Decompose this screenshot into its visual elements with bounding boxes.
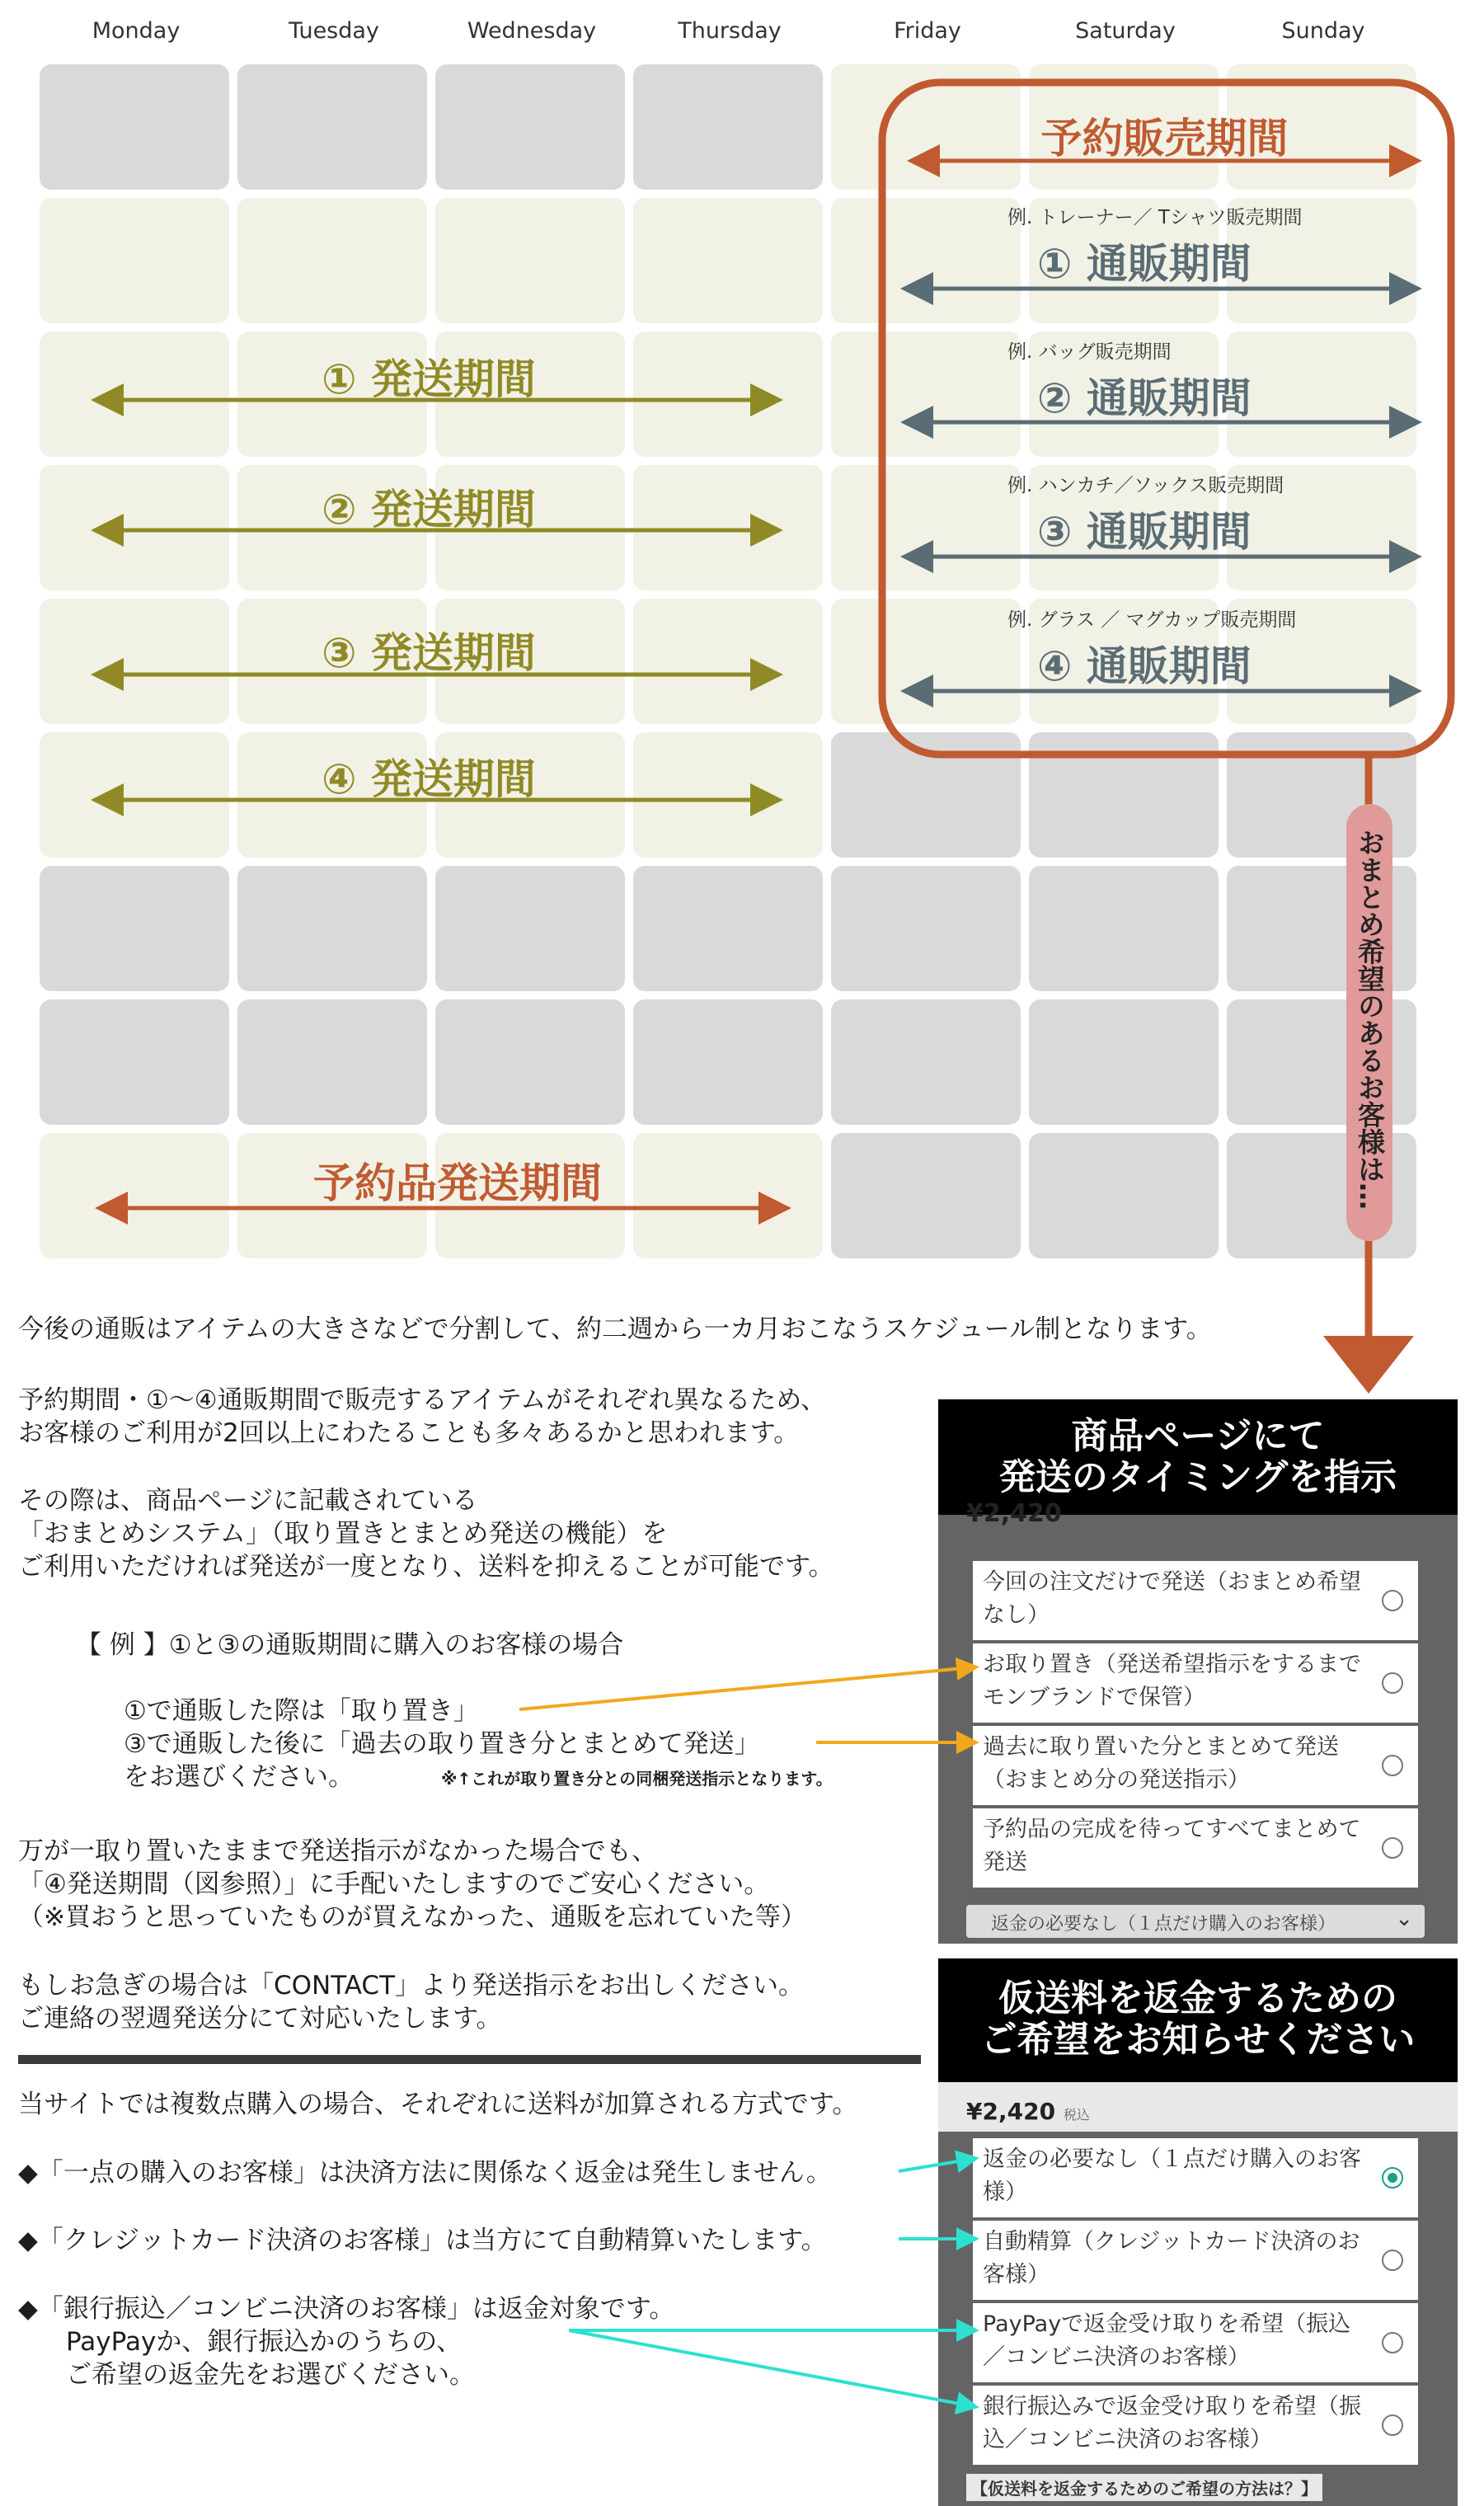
presale-shipping-label: 予約品発送期間 — [313, 1159, 602, 1207]
paragraph-items-line1: 予約期間・①～④通販期間で販売するアイテムがそれぞれ異なるため、 — [18, 1385, 826, 1415]
paragraph-system-line1: その際は、商品ページに記載されている — [18, 1486, 478, 1516]
shipping-label-3: ③ 発送期間 — [322, 629, 536, 677]
paragraph-items-line2: お客様のご利用が2回以上にわたることも多々あるかと思われます。 — [18, 1418, 800, 1448]
mail-order-example-2: 例. バッグ販売期間 — [1007, 341, 1172, 363]
panel1-title-line1: 商品ページにて — [1071, 1415, 1325, 1457]
example-line1: ①で通販した際は「取り置き」 — [124, 1696, 479, 1726]
shipping-label-1: ① 発送期間 — [322, 355, 536, 403]
panel1-select-text: 返金の必要なし（１点だけ購入のお客様） — [991, 1914, 1336, 1935]
example-heading: 【 例 】①と③の通販期間に購入のお客様の場合 — [76, 1630, 624, 1660]
mail-order-example-1: 例. トレーナー／ Tシャツ販売期間 — [1007, 207, 1303, 228]
panel2-option-1-text: 返金の必要なし（１点だけ購入のお客様） — [983, 2146, 1361, 2205]
panel2-price-value: ¥2,420 — [966, 2098, 1056, 2125]
example-note: ※↑これが取り置き分との同梱発送指示となります。 — [441, 1769, 833, 1789]
pointer-to-hold-option — [519, 1667, 973, 1709]
panel1-option-2-text: お取り置き（発送希望指示をするまでモンブランドで保管） — [983, 1652, 1361, 1710]
presale-label: 予約販売期間 — [1040, 115, 1289, 162]
paragraph-schedule: 今後の通販はアイテムの大きさなどで分割して、約二週から一カ月おこなうスケジュール制となります。 — [18, 1314, 1212, 1344]
day-header-saturday: Saturday — [1075, 18, 1176, 44]
panel2-option-4-text: 銀行振込みで返金受け取りを希望（振込／コンビニ決済のお客様） — [983, 2394, 1361, 2452]
paragraph-fallback-line1: 万が一取り置いたままで発送指示がなかった場合でも、 — [18, 1836, 657, 1866]
panel1-price: ¥2,420 — [966, 1499, 1062, 1528]
presale-connector-arrowhead — [1323, 1336, 1414, 1394]
paragraph-system-line2: 「おまとめシステム」（取り置きとまとめ発送の機能）を — [18, 1519, 668, 1549]
bullet-bank-line1: ◆「銀行振込／コンビニ決済のお客様」は返金対象です。 — [18, 2294, 675, 2324]
mail-order-label-2: ② 通販期間 — [1037, 374, 1252, 422]
chevron-down-icon: ⌄ — [1395, 1907, 1413, 1931]
pointer-to-no-refund — [899, 2159, 973, 2171]
mail-order-example-3: 例. ハンカチ／ソックス販売期間 — [1007, 475, 1284, 496]
pointer-arrows — [0, 1608, 1484, 2482]
panel1-option-3-text: 過去に取り置いた分とまとめて発送（おまとめ分の発送指示） — [983, 1734, 1339, 1793]
panel2-footer: 【仮送料を返金するためのご希望の方法は？】 — [966, 2474, 1322, 2501]
paragraph-fallback-line3: （※買おうと思っていたものが買えなかった、通販を忘れていた等） — [18, 1902, 806, 1932]
panel1-option-4-text: 予約品の完成を待ってすべてまとめて発送 — [983, 1817, 1361, 1875]
bullet-bank-line2: PayPayか、銀行振込かのうちの、 — [66, 2327, 463, 2357]
day-header-thursday: Thursday — [678, 18, 782, 44]
panel2-title-line2: ご希望をお知らせください — [980, 2019, 1416, 2061]
panel2-price-tax: 税込 — [1063, 2107, 1090, 2123]
pointer-to-bank-refund — [569, 2330, 973, 2406]
mail-order-label-4: ④ 通販期間 — [1037, 642, 1252, 690]
paragraph-shipping-fee: 当サイトでは複数点購入の場合、それぞれに送料が加算される方式です。 — [18, 2090, 858, 2119]
paragraph-contact-line2: ご連絡の翌週発送分にて対応いたします。 — [18, 2004, 502, 2033]
day-header-wednesday: Wednesday — [467, 18, 597, 44]
panel-shipping-timing-header — [938, 1399, 1458, 1515]
day-header-sunday: Sunday — [1281, 18, 1365, 44]
mail-order-example-4: 例. グラス ／ マグカップ販売期間 — [1007, 609, 1297, 631]
day-header-monday: Monday — [92, 18, 181, 44]
panel2-option-2-text: 自動精算（クレジットカード決済のお客様） — [983, 2229, 1360, 2287]
mail-order-label-1: ① 通販期間 — [1037, 240, 1252, 288]
day-header-friday: Friday — [894, 18, 961, 44]
paragraph-contact-line1: もしお急ぎの場合は「CONTACT」より発送指示をお出しください。 — [18, 1971, 805, 2001]
panel1-option-1-text: 今回の注文だけで発送（おまとめ希望なし） — [983, 1569, 1361, 1628]
mail-order-label-3: ③ 通販期間 — [1037, 508, 1252, 556]
example-line3: をお選びください。 — [124, 1762, 354, 1792]
bullet-bank-line3: ご希望の返金先をお選びください。 — [66, 2360, 475, 2390]
paragraph-system-line3: ご利用いただければ発送が一度となり、送料を抑えることが可能です。 — [18, 1552, 834, 1582]
panel2-option-3-text: PayPayで返金受け取りを希望（振込／コンビニ決済のお客様） — [983, 2311, 1351, 2370]
panel1-title-line2: 発送のタイミングを指示 — [998, 1456, 1397, 1498]
shipping-label-4: ④ 発送期間 — [322, 755, 536, 803]
bullet-credit-card: ◆「クレジットカード決済のお客様」は当方にて自動精算いたします。 — [18, 2226, 827, 2255]
paragraph-fallback-line2: 「④発送期間（図参照）」に手配いたしますのでご安心ください。 — [18, 1869, 770, 1899]
bullet-single-purchase: ◆「一点の購入のお客様」は決済方法に関係なく返金は発生しません。 — [18, 2158, 832, 2188]
vertical-note-text: おまとめ希望のあるお客様は… — [1354, 829, 1386, 1210]
panel2-title-line1: 仮送料を返金するための — [998, 1977, 1397, 2019]
shipping-label-2: ② 発送期間 — [322, 486, 536, 534]
day-header-tuesday: Tuesday — [289, 18, 379, 44]
example-line2: ③で通販した後に「過去の取り置き分とまとめて発送」 — [124, 1729, 760, 1759]
